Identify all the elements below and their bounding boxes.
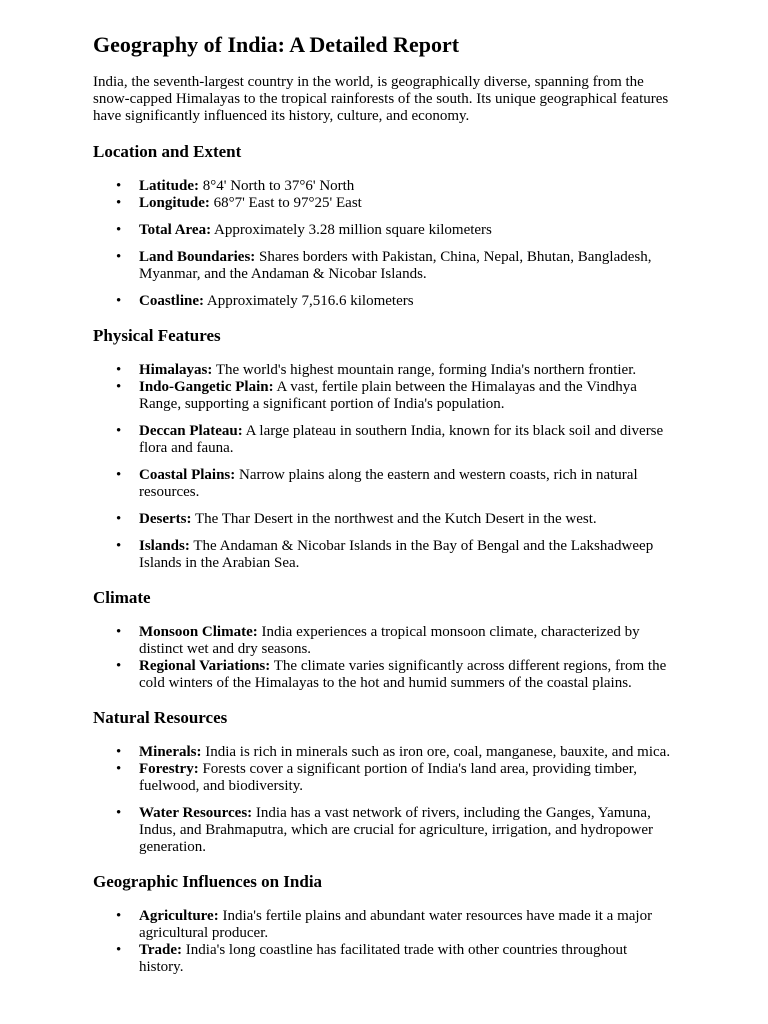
- list-item: [139, 805, 674, 856]
- item-text: The world's highest mountain range, forming India's northern frontier.: [212, 362, 637, 378]
- list-item: [139, 178, 674, 195]
- section-heading-physical-features: Physical Features: [93, 326, 221, 345]
- item-text: India is rich in minerals such as iron ore, coal, manganese, bauxite, and mica.: [201, 744, 671, 760]
- item-text: The Andaman & Nicobar Islands in the Bay of Bengal and the Lakshadweep Islands in the Arabian Sea.: [139, 538, 654, 571]
- item-text: India's long coastline has facilitated trade with other countries throughout history.: [139, 942, 628, 975]
- item-text: Shares borders with Pakistan, China, Nepal, Bhutan, Bangladesh, Myanmar, and the Andaman & Nicobar Islands.: [139, 249, 652, 282]
- item-label: Forestry:: [139, 761, 199, 777]
- natural-resources-list: [93, 744, 674, 856]
- list-item: [139, 467, 674, 501]
- section-heading-geographic-influences: Geographic Influences on India: [93, 872, 323, 891]
- list-item: [139, 624, 674, 658]
- geographic-influences-list: [93, 908, 674, 976]
- item-text: Narrow plains along the eastern and western coasts, rich in natural resources.: [139, 467, 638, 500]
- item-text: Forests cover a significant portion of India's land area, providing timber, fuelwood, and biodiversity.: [139, 761, 637, 794]
- item-label: Trade:: [139, 942, 183, 958]
- item-text: India experiences a tropical monsoon climate, characterized by distinct wet and dry seasons.: [139, 624, 640, 657]
- list-item: [139, 293, 674, 310]
- item-label: Indo-Gangetic Plain:: [139, 379, 274, 395]
- list-item: [139, 423, 674, 457]
- item-text: Approximately 7,516.6 kilometers: [204, 293, 414, 309]
- section-heading-natural-resources: Natural Resources: [93, 708, 228, 727]
- list-item: [139, 379, 674, 413]
- item-text: 68°7' East to 97°25' East: [209, 195, 362, 211]
- item-label: Total Area:: [139, 222, 212, 238]
- item-text: A large plateau in southern India, known for its black soil and diverse flora and fauna.: [139, 423, 664, 456]
- list-item: [139, 362, 674, 379]
- item-label: Coastal Plains:: [139, 467, 236, 483]
- item-text: Approximately 3.28 million square kilometers: [211, 222, 492, 238]
- list-item: [139, 222, 674, 239]
- item-label: Minerals:: [139, 744, 202, 760]
- item-label: Islands:: [139, 538, 190, 554]
- list-item: [139, 744, 674, 761]
- location-list: [93, 178, 674, 310]
- list-item: [139, 538, 674, 572]
- item-text: The Thar Desert in the northwest and the Kutch Desert in the west.: [191, 511, 597, 527]
- list-item: [139, 249, 674, 283]
- item-label: Regional Variations:: [139, 658, 271, 674]
- item-label: Coastline:: [139, 293, 204, 309]
- item-label: Deserts:: [139, 511, 192, 527]
- item-text: A vast, fertile plain between the Himalayas and the Vindhya Range, supporting a significant portion of India's population.: [139, 379, 637, 412]
- item-label: Deccan Plateau:: [139, 423, 243, 439]
- intro-paragraph: India, the seventh-largest country in the world, is geographically diverse, spanning from the snow-capped Himalayas to the tropical rainforests of the south. Its unique geographical features have significantly influenced its history, culture, and economy.: [93, 74, 669, 124]
- list-item: [139, 195, 674, 212]
- item-label: Monsoon Climate:: [139, 624, 258, 640]
- item-label: Water Resources:: [139, 805, 253, 821]
- item-label: Longitude:: [139, 195, 210, 211]
- list-item: [139, 658, 674, 692]
- report-title: Geography of India: A Detailed Report: [93, 32, 460, 57]
- item-text: 8°4' North to 37°6' North: [199, 178, 355, 194]
- item-label: Latitude:: [139, 178, 199, 194]
- item-label: Himalayas:: [139, 362, 213, 378]
- climate-list: [93, 624, 674, 692]
- section-heading-location: Location and Extent: [93, 142, 242, 161]
- section-heading-climate: Climate: [93, 588, 151, 607]
- list-item: [139, 908, 674, 942]
- item-label: Land Boundaries:: [139, 249, 256, 265]
- item-text: India has a vast network of rivers, including the Ganges, Yamuna, Indus, and Brahmaputra, which are crucial for agriculture, irrigation, and hydropower generation.: [139, 805, 653, 855]
- list-item: [139, 942, 674, 976]
- item-text: The climate varies significantly across different regions, from the cold winters of the Himalayas to the hot and humid summers of the coastal plains.: [139, 658, 667, 691]
- item-label: Agriculture:: [139, 908, 219, 924]
- list-item: [139, 511, 674, 528]
- item-text: India's fertile plains and abundant water resources have made it a major agricultural producer.: [139, 908, 653, 941]
- list-item: [139, 761, 674, 795]
- physical-features-list: [93, 362, 674, 572]
